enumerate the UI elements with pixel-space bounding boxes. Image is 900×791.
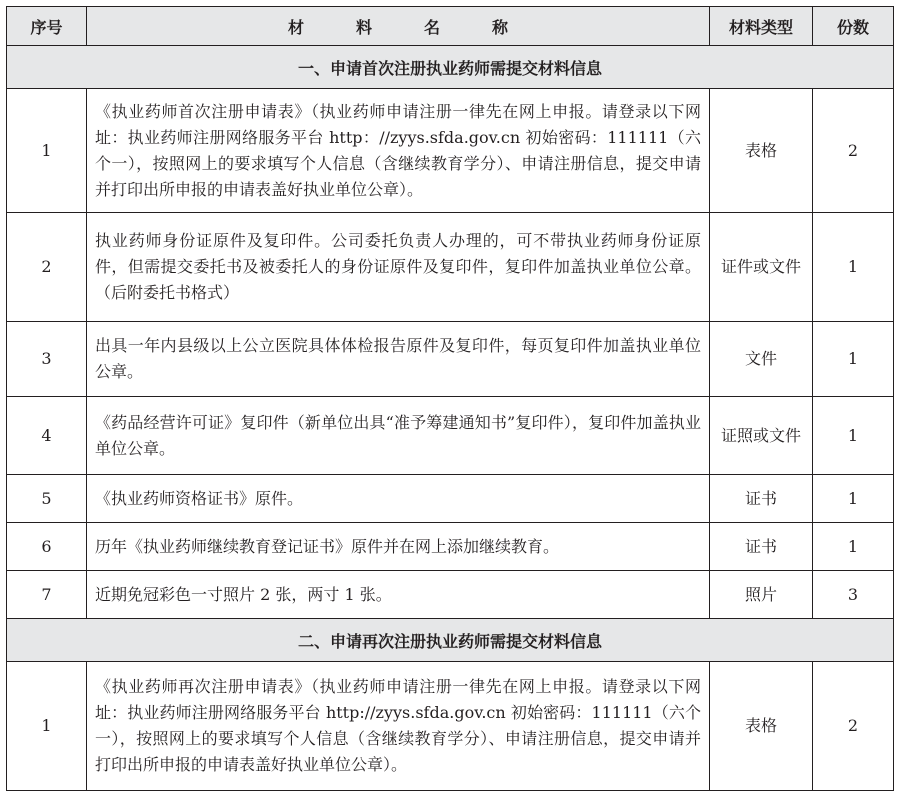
row-seq: 1 <box>7 662 87 791</box>
row-type: 证照或文件 <box>710 397 813 475</box>
section-title: 二、申请再次注册执业药师需提交材料信息 <box>7 619 894 662</box>
section-heading-first-registration <box>7 46 894 89</box>
row-type: 表格 <box>710 662 813 791</box>
table-row <box>7 662 894 791</box>
row-seq: 6 <box>7 523 87 571</box>
section-title: 一、申请首次注册执业药师需提交材料信息 <box>7 46 894 89</box>
row-description: 《药品经营许可证》复印件（新单位出具“准予筹建通知书”复印件），复印件加盖执业单位公章。 <box>87 397 710 475</box>
table-row <box>7 322 894 397</box>
header-count: 份数 <box>813 7 894 46</box>
table-row <box>7 523 894 571</box>
table-row <box>7 571 894 619</box>
row-description: 历年《执业药师继续教育登记证书》原件并在网上添加继续教育。 <box>87 523 710 571</box>
row-seq: 5 <box>7 475 87 523</box>
table-row <box>7 213 894 322</box>
header-name-label: 材料名称 <box>287 17 560 37</box>
row-seq: 2 <box>7 213 87 322</box>
row-count: 1 <box>813 322 894 397</box>
row-type: 表格 <box>710 89 813 213</box>
row-count: 3 <box>813 571 894 619</box>
row-type: 证书 <box>710 475 813 523</box>
row-seq: 1 <box>7 89 87 213</box>
row-count: 1 <box>813 213 894 322</box>
row-count: 2 <box>813 89 894 213</box>
section-heading-re-registration <box>7 619 894 662</box>
row-seq: 3 <box>7 322 87 397</box>
row-type: 文件 <box>710 322 813 397</box>
row-count: 1 <box>813 475 894 523</box>
row-description: 《执业药师再次注册申请表》（执业药师申请注册一律先在网上申报。请登录以下网址：执业药师注册网络服务平台 http://zyys.sfda.gov.cn 初始密码：111111（六个一），按照网上的要求填写个人信息（含继续教育学分）、申请注册信息，提交申请并打印出所申报的申请表盖好执业单位公章）。 <box>87 662 710 791</box>
table-header-row <box>7 7 894 46</box>
table-row <box>7 89 894 213</box>
header-type: 材料类型 <box>710 7 813 46</box>
row-description: 《执业药师首次注册申请表》（执业药师申请注册一律先在网上申报。请登录以下网址：执业药师注册网络服务平台 http：//zyys.sfda.gov.cn 初始密码：111111（六个一），按照网上的要求填写个人信息（含继续教育学分）、申请注册信息，提交申请并打印出所申报的申请表盖好执业单位公章）。 <box>87 89 710 213</box>
row-type: 证件或文件 <box>710 213 813 322</box>
row-count: 2 <box>813 662 894 791</box>
row-count: 1 <box>813 397 894 475</box>
row-description: 执业药师身份证原件及复印件。公司委托负责人办理的，可不带执业药师身份证原件，但需提交委托书及被委托人的身份证原件及复印件，复印件加盖执业单位公章。（后附委托书格式） <box>87 213 710 322</box>
header-seq: 序号 <box>7 7 87 46</box>
header-name <box>87 7 710 46</box>
row-seq: 7 <box>7 571 87 619</box>
row-type: 照片 <box>710 571 813 619</box>
materials-table <box>6 6 894 791</box>
row-description: 出具一年内县级以上公立医院具体体检报告原件及复印件，每页复印件加盖执业单位公章。 <box>87 322 710 397</box>
row-type: 证书 <box>710 523 813 571</box>
row-seq: 4 <box>7 397 87 475</box>
row-description: 《执业药师资格证书》原件。 <box>87 475 710 523</box>
row-description: 近期免冠彩色一寸照片 2 张，两寸 1 张。 <box>87 571 710 619</box>
row-count: 1 <box>813 523 894 571</box>
table-row <box>7 475 894 523</box>
table-row <box>7 397 894 475</box>
